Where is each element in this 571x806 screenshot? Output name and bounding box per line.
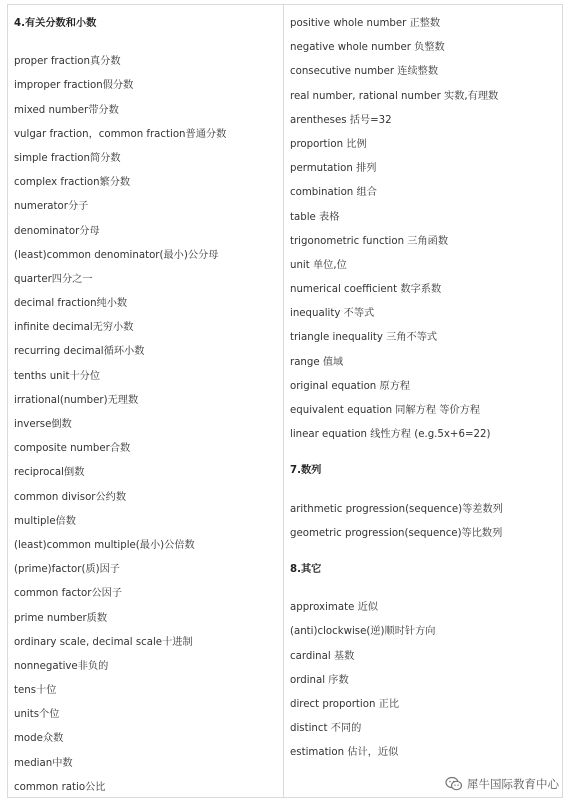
wechat-icon <box>445 776 463 792</box>
term-entry: mixed number带分数 <box>14 104 119 116</box>
term-entry: common ratio公比 <box>14 781 106 793</box>
term-entry: equivalent equation 同解方程 等价方程 <box>290 405 481 416</box>
term-entry: (least)common denominator(最小)公分母 <box>14 249 219 261</box>
spacer <box>290 484 562 498</box>
term-entry: complex fraction繁分数 <box>14 177 131 189</box>
term-entry: positive whole number 正整数 <box>290 18 441 29</box>
spacer <box>14 36 283 50</box>
right-column <box>284 5 562 797</box>
term-entry: trigonometric function 三角函数 <box>290 235 449 247</box>
term-entry: nonnegative非负的 <box>14 660 109 672</box>
term-entry: (prime)factor(质)因子 <box>14 564 120 576</box>
term-entry: real number, rational number 实数,有理数 <box>290 90 499 102</box>
term-entry: multiple倍数 <box>14 515 76 527</box>
spacer <box>290 447 562 459</box>
term-entry: unit 单位,位 <box>290 259 347 271</box>
spacer <box>290 546 562 558</box>
term-entry: triangle inequality 三角不等式 <box>290 332 438 344</box>
term-entry: inverse倒数 <box>14 419 72 430</box>
term-entry: quarter四分之一 <box>14 273 93 285</box>
term-entry: original equation 原方程 <box>290 380 411 392</box>
term-entry: direct proportion 正比 <box>290 698 400 710</box>
term-entry: cardinal 基数 <box>290 650 355 662</box>
term-entry: tens十位 <box>14 685 57 697</box>
term-entry: reciprocal倒数 <box>14 467 85 479</box>
term-entry: decimal fraction纯小数 <box>14 298 128 310</box>
term-entry: median中数 <box>14 757 73 769</box>
term-entry: inequality 不等式 <box>290 308 375 320</box>
term-entry: irrational(number)无理数 <box>14 394 139 406</box>
term-entry: denominator分母 <box>14 225 100 237</box>
term-entry: units个位 <box>14 709 60 721</box>
term-entry: arithmetic progression(sequence)等差数列 <box>290 503 503 515</box>
term-entry: estimation 估计，近似 <box>290 747 399 759</box>
other-term-list <box>290 596 562 765</box>
term-entry: arentheses 括号=32 <box>290 114 392 126</box>
vocabulary-table <box>7 4 563 798</box>
term-entry: common factor公因子 <box>14 588 123 600</box>
term-entry: ordinal 序数 <box>290 674 349 686</box>
term-entry: table 表格 <box>290 211 340 223</box>
term-entry: negative whole number 负整数 <box>290 42 445 54</box>
term-entry: distinct 不同的 <box>290 723 362 735</box>
term-entry: proportion 比例 <box>290 138 367 150</box>
left-column <box>8 5 284 797</box>
term-entry: ordinary scale, decimal scale十进制 <box>14 636 193 648</box>
term-entry: common divisor公约数 <box>14 491 127 503</box>
fraction-term-list <box>14 50 283 800</box>
term-entry: composite number合数 <box>14 443 131 455</box>
section-heading-fractions: 4.有关分数和小数 <box>14 18 97 29</box>
term-entry: consecutive number 连续整数 <box>290 66 439 78</box>
term-entry: simple fraction简分数 <box>14 152 121 164</box>
watermark-text: 犀牛国际教育中心 <box>467 777 559 791</box>
term-entry: infinite decimal无穷小数 <box>14 322 134 334</box>
term-entry: range 值域 <box>290 356 344 368</box>
term-entry: (least)common multiple(最小)公倍数 <box>14 539 195 551</box>
misc-term-list <box>290 12 562 447</box>
term-entry: permutation 排列 <box>290 163 377 175</box>
section-heading-sequences: 7.数列 <box>290 465 322 477</box>
term-entry: prime number质数 <box>14 612 108 624</box>
term-entry: improper fraction假分数 <box>14 80 134 92</box>
section-heading-others: 8.其它 <box>290 563 322 575</box>
term-entry: numerical coefficient 数字系数 <box>290 284 442 296</box>
term-entry: linear equation 线性方程 (e.g.5x+6=22) <box>290 429 491 441</box>
term-entry: geometric progression(sequence)等比数列 <box>290 527 503 539</box>
term-entry: (anti)clockwise(逆)顺时针方向 <box>290 626 436 638</box>
sequence-term-list <box>290 498 562 546</box>
term-entry: approximate 近似 <box>290 602 378 614</box>
watermark <box>445 776 559 792</box>
term-entry: combination 组合 <box>290 187 377 199</box>
term-entry: vulgar fraction，common fraction普通分数 <box>14 128 227 140</box>
term-entry: numerator分子 <box>14 201 89 213</box>
term-entry: proper fraction真分数 <box>14 56 121 68</box>
term-entry: tenths unit十分位 <box>14 370 101 382</box>
spacer <box>290 582 562 596</box>
term-entry: recurring decimal循环小数 <box>14 346 145 358</box>
term-entry: mode众数 <box>14 733 64 745</box>
